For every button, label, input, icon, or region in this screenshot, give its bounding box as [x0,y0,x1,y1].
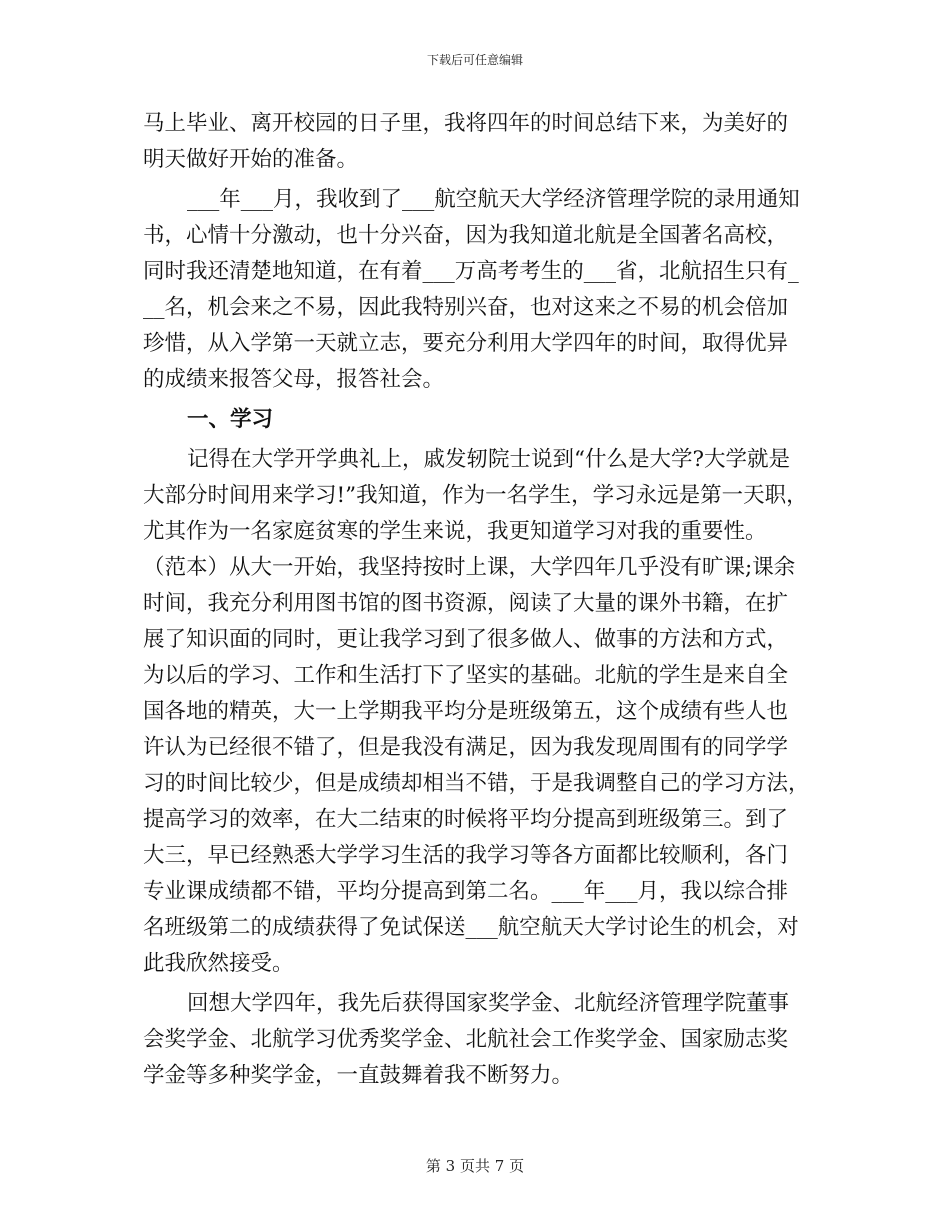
text-line: 珍惜，从入学第一天就立志，要充分利用大学四年的时间，取得优异 [143,331,789,356]
text-line: （范本）从大一开始，我坚持按时上课，大学四年几乎没有旷课;课余 [143,555,796,580]
text-line: 一、学习 [187,407,274,432]
page-header: 下载后可任意编辑 [426,53,523,67]
text-line: 书，心情十分激动，也十分兴奋，因为我知道北航是全国著名高校， [143,223,789,248]
text-line: 明天做好开始的准备。 [143,147,359,172]
text-line: __名，机会来之不易，因此我特别兴奋，也对这来之不易的机会倍加 [143,295,789,320]
text-line: 提高学习的效率，在大二结束的时候将平均分提高到班级第三。到了 [143,807,789,832]
text-line: 许认为已经很不错了，但是我没有满足，因为我发现周围有的同学学 [143,735,789,760]
text-line: 大三，早已经熟悉大学学习生活的我学习等各方面都比较顺利，各门 [143,843,789,868]
page-footer: 第 3 页共 7 页 [425,1157,525,1175]
text-line: 为以后的学习、工作和生活打下了坚实的基础。北航的学生是来自全 [143,663,789,688]
section-heading [143,402,815,438]
text-line: 学金等多种奖学金，一直鼓舞着我不断努力。 [143,1063,574,1088]
text-line: 马上毕业、离开校园的日子里，我将四年的时间总结下来，为美好的 [143,111,789,136]
document-body [143,106,815,1094]
paragraph [143,182,815,398]
paragraph [143,986,815,1094]
text-line: 国各地的精英，大一上学期我平均分是班级第五，这个成绩有些人也 [143,699,789,724]
text-line: 的成绩来报答父母，报答社会。 [143,367,445,392]
text-line: 专业课成绩都不错，平均分提高到第二名。___年___月，我以综合排 [143,879,789,904]
text-line: 同时我还清楚地知道，在有着___万高考考生的___省，北航招生只有_ [143,259,799,284]
paragraph [143,106,815,178]
text-line: 名班级第二的成绩获得了免试保送___航空航天大学讨论生的机会，对 [143,915,799,940]
text-line: 回想大学四年，我先后获得国家奖学金、北航经济管理学院董事 [187,991,790,1016]
text-line: 此我欣然接受。 [143,951,294,976]
text-line: 习的时间比较少，但是成绩却相当不错，于是我调整自己的学习方法， [143,771,810,796]
paragraph [143,442,815,982]
text-line: 会奖学金、北航学习优秀奖学金、北航社会工作奖学金、国家励志奖 [143,1027,789,1052]
text-line: ___年___月，我收到了___航空航天大学经济管理学院的录用通知 [187,187,800,212]
text-line: 大部分时间用来学习!”我知道，作为一名学生，学习永远是第一天职， [143,483,808,508]
text-line: 记得在大学开学典礼上，戚发轫院士说到“什么是大学?大学就是 [187,447,791,472]
text-line: 尤其作为一名家庭贫寒的学生来说，我更知道学习对我的重要性。 [143,519,767,544]
text-line: 展了知识面的同时，更让我学习到了很多做人、做事的方法和方式， [143,627,789,652]
text-line: 时间，我充分利用图书馆的图书资源，阅读了大量的课外书籍，在扩 [143,591,789,616]
